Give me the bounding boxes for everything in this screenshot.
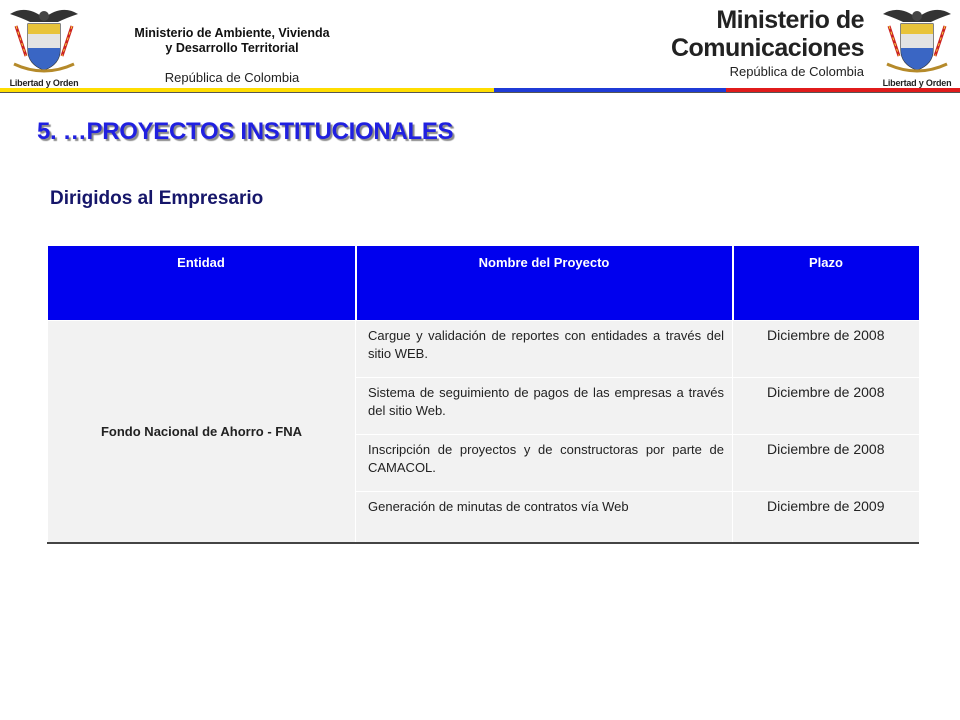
entidad-cell: Fondo Nacional de Ahorro - FNA bbox=[48, 321, 356, 544]
proyecto-cell: Sistema de seguimiento de pagos de las empresas a través del sitio Web. bbox=[356, 378, 733, 435]
header bbox=[0, 0, 960, 96]
header-nombre-proyecto: Nombre del Proyecto bbox=[356, 246, 733, 321]
right-ministry-name bbox=[671, 6, 864, 62]
flag-base-line bbox=[0, 92, 960, 93]
right-ministry-line1: Ministerio de bbox=[716, 6, 864, 34]
table-row bbox=[48, 321, 919, 378]
plazo-cell: Diciembre de 2009 bbox=[733, 492, 919, 544]
colombia-coat-of-arms-left bbox=[6, 4, 82, 88]
left-ministry-line1: Ministerio de Ambiente, Vivienda bbox=[134, 26, 330, 40]
proyecto-cell: Generación de minutas de contratos vía Web bbox=[356, 492, 733, 544]
left-ministry-line2: y Desarrollo Territorial bbox=[165, 41, 299, 55]
proyecto-cell: Cargue y validación de reportes con entidades a través del sitio WEB. bbox=[356, 321, 733, 378]
right-ministry-line2: Comunicaciones bbox=[670, 34, 864, 62]
page-subtitle: Dirigidos al Empresario bbox=[50, 188, 264, 209]
plazo-cell: Diciembre de 2008 bbox=[733, 435, 919, 492]
proyecto-cell: Inscripción de proyectos y de constructoras por parte de CAMACOL. bbox=[356, 435, 733, 492]
left-ministry-name bbox=[92, 26, 372, 56]
flag-color-bar bbox=[0, 87, 960, 94]
header-plazo: Plazo bbox=[733, 246, 919, 321]
motto-right: Libertad y Orden bbox=[882, 78, 952, 88]
left-republica: República de Colombia bbox=[164, 70, 300, 85]
right-republica: República de Colombia bbox=[729, 64, 864, 79]
plazo-cell: Diciembre de 2008 bbox=[733, 321, 919, 378]
plazo-cell: Diciembre de 2008 bbox=[733, 378, 919, 435]
header-entidad: Entidad bbox=[48, 246, 356, 321]
colombia-coat-of-arms-right bbox=[878, 4, 956, 88]
motto-left: Libertad y Orden bbox=[9, 78, 79, 88]
page-title: 5. …PROYECTOS INSTITUCIONALES bbox=[37, 118, 454, 145]
projects-table bbox=[47, 246, 919, 544]
table-header-row bbox=[48, 246, 919, 321]
